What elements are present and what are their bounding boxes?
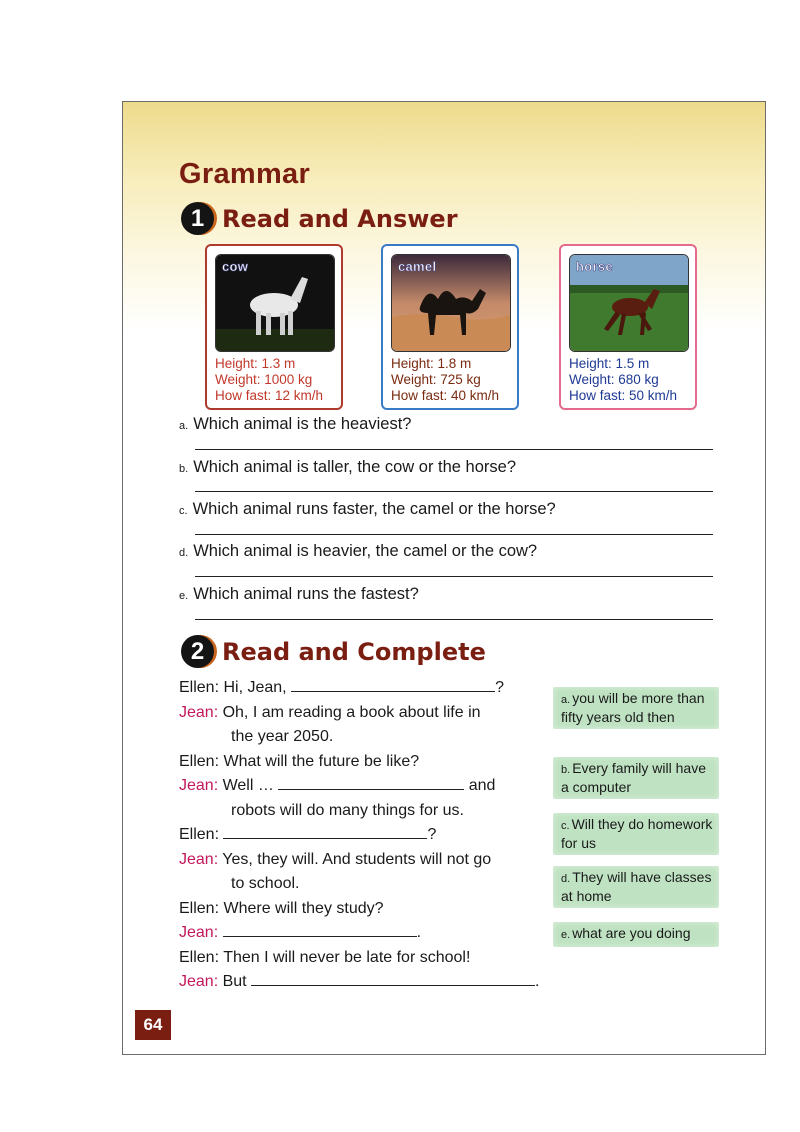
question-a [179, 414, 411, 436]
answer-line-d[interactable] [195, 576, 713, 577]
question-letter: b. [179, 463, 189, 475]
question-text: Which animal runs faster, the camel or the horse? [192, 500, 556, 518]
blank-5[interactable] [251, 970, 535, 986]
speaker-ellen: Ellen: [179, 752, 220, 770]
answer-line-b[interactable] [195, 491, 713, 492]
line-text: Oh, I am reading a book about life in [218, 703, 481, 721]
speaker-jean: Jean: [179, 924, 219, 941]
line-text: to school. [231, 875, 300, 892]
blank-2[interactable] [278, 774, 464, 790]
horse-photo-label: horse [576, 259, 613, 274]
question-d [179, 541, 537, 563]
dialogue-line-2 [179, 701, 549, 726]
animal-card-camel [381, 244, 519, 410]
blank-4[interactable] [223, 921, 417, 937]
horse-weight: Weight: 680 kg [569, 372, 659, 387]
option-text: what are you doing [572, 925, 691, 941]
dialogue-line-5 [179, 774, 549, 799]
option-b[interactable] [553, 757, 719, 799]
option-text: Will they do homework for us [561, 816, 713, 851]
question-c [179, 499, 556, 521]
line-text: robots will do many things for us. [231, 801, 464, 819]
grammar-heading: Grammar [179, 158, 311, 190]
speaker-ellen: Ellen: [179, 899, 220, 917]
question-text: Which animal is the heaviest? [193, 415, 412, 433]
camel-weight: Weight: 725 kg [391, 372, 481, 387]
dialogue-line-13 [179, 970, 549, 995]
speaker-ellen: Ellen: [179, 948, 220, 966]
dialogue-line-11 [179, 921, 549, 946]
line-end: ? [495, 679, 504, 696]
cow-height: Height: 1.3 m [215, 356, 296, 371]
option-letter: d. [561, 873, 571, 885]
horse-speed: How fast: 50 km/h [569, 388, 678, 403]
speaker-ellen: Ellen: [179, 679, 220, 696]
section1-header [181, 202, 458, 235]
option-letter: b. [561, 764, 571, 776]
option-letter: a. [561, 694, 571, 706]
option-text: They will have classes at home [561, 869, 712, 904]
option-text: you will be more than fifty years old then [561, 690, 705, 725]
dialogue-line-1 [179, 676, 549, 701]
section2-header [181, 635, 486, 668]
speaker-jean: Jean: [179, 777, 219, 794]
option-a[interactable] [553, 687, 719, 729]
option-d[interactable] [553, 866, 719, 908]
cow-speed: How fast: 12 km/h [215, 388, 324, 403]
section1-number-badge: 1 [181, 202, 214, 235]
dialogue-line-9 [179, 872, 549, 897]
dialogue-line-4 [179, 750, 549, 775]
question-text: Which animal runs the fastest? [193, 585, 419, 603]
line-end: and [464, 777, 496, 794]
section2-number-badge: 2 [181, 635, 214, 668]
blank-3[interactable] [223, 823, 427, 839]
question-letter: c. [179, 505, 188, 517]
dialogue-line-6 [179, 799, 549, 824]
camel-height: Height: 1.8 m [391, 356, 472, 371]
question-text: Which animal is heavier, the camel or the cow? [193, 542, 538, 560]
camel-photo-label: camel [398, 259, 437, 274]
line-text: Where will they study? [219, 899, 384, 917]
animal-card-horse [559, 244, 697, 410]
answer-line-a[interactable] [195, 449, 713, 450]
answer-line-c[interactable] [195, 534, 713, 535]
answer-line-e[interactable] [195, 619, 713, 620]
question-b [179, 457, 516, 479]
speaker-jean: Jean: [179, 973, 219, 990]
horse-photo [569, 254, 689, 352]
line-text: Yes, they will. And students will not go [218, 850, 492, 868]
dialogue-line-12 [179, 946, 549, 971]
line-text: But [218, 973, 252, 990]
cow-photo-label: cow [222, 259, 249, 274]
line-end: ? [427, 826, 437, 843]
cow-weight: Weight: 1000 kg [215, 372, 313, 387]
line-end: . [416, 924, 422, 941]
dialogue-line-3 [179, 725, 549, 750]
question-letter: a. [179, 420, 189, 432]
section2-title: Read and Complete [222, 637, 486, 666]
speaker-jean: Jean: [179, 850, 219, 868]
line-text: Hi, Jean, [219, 679, 292, 696]
animal-card-cow [205, 244, 343, 410]
horse-height: Height: 1.5 m [569, 356, 650, 371]
option-letter: c. [561, 820, 570, 832]
speaker-jean: Jean: [179, 703, 219, 721]
option-text: Every family will have a computer [561, 760, 707, 795]
blank-1[interactable] [291, 676, 495, 692]
option-c[interactable] [553, 813, 719, 855]
question-letter: e. [179, 590, 189, 602]
line-text: What will the future be like? [219, 752, 420, 770]
textbook-page [122, 101, 766, 1055]
option-e[interactable] [553, 922, 719, 947]
question-text: Which animal is taller, the cow or the horse? [193, 458, 517, 476]
dialogue-line-10 [179, 897, 549, 922]
question-letter: d. [179, 547, 189, 559]
option-letter: e. [561, 929, 571, 941]
line-end: . [535, 973, 540, 990]
dialogue-line-7 [179, 823, 549, 848]
line-text: Then I will never be late for school! [219, 948, 471, 966]
camel-photo [391, 254, 511, 352]
line-text: Well … [218, 777, 279, 794]
line-text: the year 2050. [231, 728, 334, 745]
question-e [179, 584, 419, 606]
page-number: 64 [135, 1010, 171, 1040]
section1-title: Read and Answer [222, 204, 458, 233]
dialogue [179, 676, 549, 995]
dialogue-line-8 [179, 848, 549, 873]
cow-photo [215, 254, 335, 352]
camel-speed: How fast: 40 km/h [391, 388, 500, 403]
speaker-ellen: Ellen: [179, 826, 220, 843]
